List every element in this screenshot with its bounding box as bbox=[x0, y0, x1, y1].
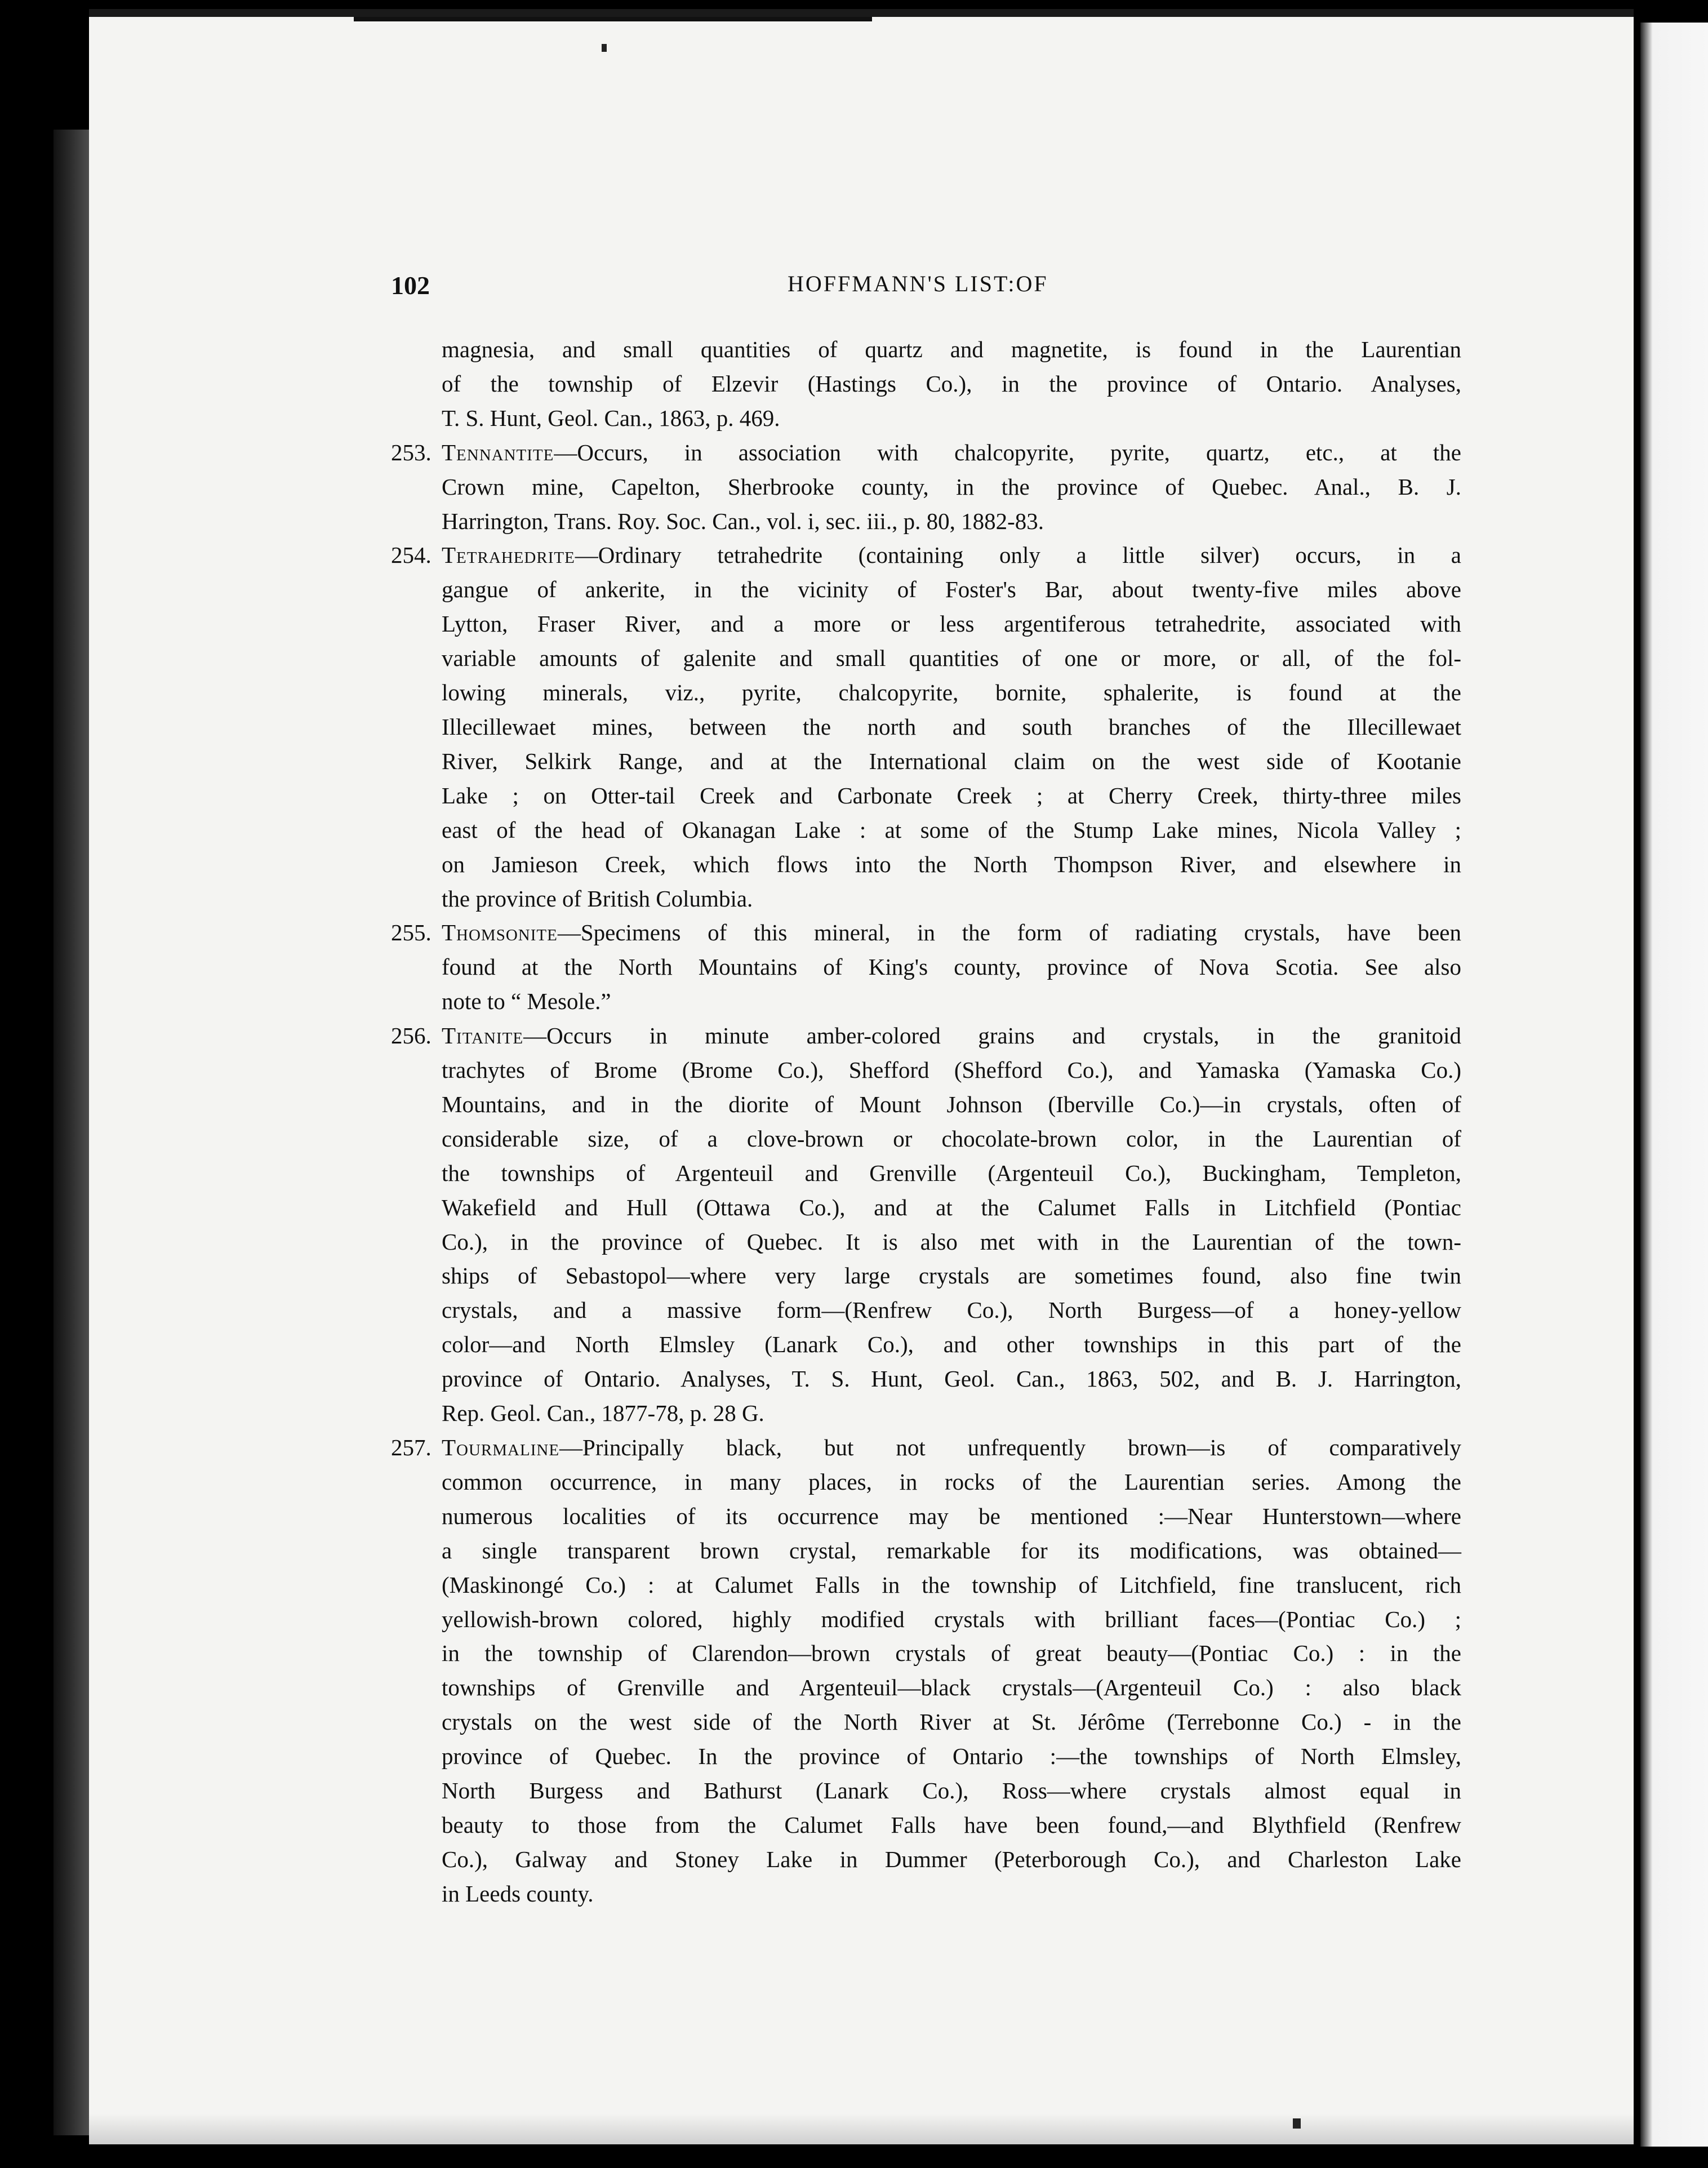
text-line: note to “ Mesole.” bbox=[442, 988, 611, 1015]
mineral-name: Titanite bbox=[442, 1023, 524, 1049]
entry-256 bbox=[391, 1019, 1461, 1430]
entry-continuation bbox=[391, 332, 1461, 436]
page-top-rule bbox=[354, 17, 872, 21]
mineral-name: Tennantite bbox=[442, 439, 554, 465]
text-line: numerous localities of its occurrence may be mentioned :—Near Hunterstown—where bbox=[442, 1503, 1461, 1529]
text-line: Illecillewaet mines, between the north and south branches of the Illecillewaet bbox=[442, 713, 1461, 740]
book-gutter-shadow bbox=[54, 130, 93, 2135]
text-line: magnesia, and small quantities of quartz and magnetite, is found in the Laurentian bbox=[442, 336, 1461, 362]
text-line: T. S. Hunt, Geol. Can., 1863, p. 469. bbox=[442, 405, 780, 431]
text-line: in the township of Clarendon—brown crystals of great beauty—(Pontiac Co.) : in the bbox=[442, 1640, 1461, 1667]
text-line bbox=[391, 538, 1461, 572]
scan-speck bbox=[602, 44, 607, 52]
text-line: province of Ontario. Analyses, T. S. Hunt, Geol. Can., 1863, 502, and B. J. Harrington, bbox=[442, 1366, 1461, 1392]
text-line: of the township of Elzevir (Hastings Co.), in the province of Ontario. Analyses, bbox=[442, 370, 1461, 397]
page-header bbox=[391, 270, 1518, 310]
running-title: HOFFMANN'S LIST:OF bbox=[788, 271, 1048, 296]
text-line: Co.), in the province of Quebec. It is also met with in the Laurentian of the town- bbox=[442, 1228, 1461, 1255]
text-line: gangue of ankerite, in the vicinity of Foster's Bar, about twenty-five miles above bbox=[442, 576, 1461, 603]
text-line: variable amounts of galenite and small quantities of one or more, or all, of the fol- bbox=[442, 645, 1461, 672]
page-bottom-shade bbox=[89, 2113, 1634, 2144]
text-line: Mountains, and in the diorite of Mount Johnson (Iberville Co.)—in crystals, often of bbox=[442, 1091, 1461, 1117]
text-line: province of Quebec. In the province of Ontario :—the townships of North Elmsley, bbox=[442, 1743, 1461, 1770]
entry-254 bbox=[391, 538, 1461, 916]
entry-number: 257. bbox=[391, 1434, 432, 1460]
entry-253 bbox=[391, 436, 1461, 539]
text-line bbox=[391, 1430, 1461, 1465]
text-line: on Jamieson Creek, which flows into the North Thompson River, and elsewhere in bbox=[442, 851, 1461, 877]
mineral-name: Tetrahedrite bbox=[442, 542, 575, 568]
text-line: crystals on the west side of the North River at St. Jérôme (Terrebonne Co.) - in the bbox=[442, 1709, 1461, 1735]
text-line: Harrington, Trans. Roy. Soc. Can., vol. i, sec. iii., p. 80, 1882-83. bbox=[442, 508, 1044, 534]
text-line: common occurrence, in many places, in rocks of the Laurentian series. Among the bbox=[442, 1468, 1461, 1495]
entry-number: 253. bbox=[391, 439, 432, 465]
text-line: Lake ; on Otter-tail Creek and Carbonate Creek ; at Cherry Creek, thirty-three miles bbox=[442, 782, 1461, 808]
page-body bbox=[391, 332, 1461, 1911]
text-line bbox=[391, 436, 1461, 470]
entry-number: 255. bbox=[391, 919, 432, 946]
text-line: crystals, and a massive form—(Renfrew Co.), North Burgess—of a honey-yellow bbox=[442, 1297, 1461, 1323]
text-line bbox=[391, 916, 1461, 950]
text-line bbox=[391, 1019, 1461, 1053]
text-line: the province of British Columbia. bbox=[442, 885, 753, 912]
text-line: River, Selkirk Range, and at the International claim on the west side of Kootanie bbox=[442, 748, 1461, 774]
text-line: Lytton, Fraser River, and a more or less argentiferous tetrahedrite, associated with bbox=[442, 611, 1461, 637]
text-line: ships of Sebastopol—where very large crystals are sometimes found, also fine twin bbox=[442, 1263, 1461, 1289]
entry-number: 254. bbox=[391, 542, 432, 568]
text-run: —Occurs in minute amber-colored grains and crystals, in the granitoid bbox=[523, 1023, 1461, 1049]
text-line: the townships of Argenteuil and Grenville (Argenteuil Co.), Buckingham, Templeton, bbox=[442, 1159, 1461, 1186]
text-line: Co.), Galway and Stoney Lake in Dummer (Peterborough Co.), and Charleston Lake bbox=[442, 1846, 1461, 1872]
text-line: found at the North Mountains of King's county, province of Nova Scotia. See also bbox=[442, 954, 1461, 980]
text-line: trachytes of Brome (Brome Co.), Shefford (Shefford Co.), and Yamaska (Yamaska Co.) bbox=[442, 1057, 1461, 1083]
facing-page-edge bbox=[1640, 23, 1708, 2147]
text-line: east of the head of Okanagan Lake : at some of the Stump Lake mines, Nicola Valley ; bbox=[442, 816, 1461, 843]
text-run: —Ordinary tetrahedrite (containing only a little silver) occurs, in a bbox=[575, 542, 1461, 568]
text-line: Rep. Geol. Can., 1877-78, p. 28 G. bbox=[442, 1400, 764, 1427]
text-line: color—and North Elmsley (Lanark Co.), and other townships in this part of the bbox=[442, 1331, 1461, 1358]
mineral-name: Tourmaline bbox=[442, 1434, 560, 1460]
text-line: townships of Grenville and Argenteuil—black crystals—(Argenteuil Co.) : also black bbox=[442, 1674, 1461, 1701]
entry-255 bbox=[391, 916, 1461, 1019]
text-line: in Leeds county. bbox=[442, 1880, 594, 1907]
text-run: —Principally black, but not unfrequently brown—is of comparatively bbox=[559, 1434, 1461, 1460]
entry-number: 256. bbox=[391, 1023, 432, 1049]
mineral-name: Thomsonite bbox=[442, 919, 558, 946]
text-line: a single transparent brown crystal, remarkable for its modifications, was obtained— bbox=[442, 1537, 1461, 1563]
text-line: (Maskinongé Co.) : at Calumet Falls in the township of Litchfield, fine translucent, rich bbox=[442, 1571, 1461, 1598]
entry-257 bbox=[391, 1430, 1461, 1911]
text-line: North Burgess and Bathurst (Lanark Co.), Ross—where crystals almost equal in bbox=[442, 1778, 1461, 1804]
text-line: considerable size, of a clove-brown or chocolate-brown color, in the Laurentian of bbox=[442, 1125, 1461, 1152]
text-line: Wakefield and Hull (Ottawa Co.), and at the Calumet Falls in Litchfield (Pontiac bbox=[442, 1194, 1461, 1220]
text-line: yellowish-brown colored, highly modified crystals with brilliant faces—(Pontiac Co.) ; bbox=[442, 1606, 1461, 1632]
scan-speck bbox=[1293, 2118, 1301, 2129]
text-run: —Specimens of this mineral, in the form of radiating crystals, have been bbox=[557, 919, 1461, 946]
text-run: —Occurs, in association with chalcopyrite, pyrite, quartz, etc., at the bbox=[554, 439, 1461, 465]
text-line: beauty to those from the Calumet Falls have been found,—and Blythfield (Renfrew bbox=[442, 1811, 1461, 1838]
text-line: lowing minerals, viz., pyrite, chalcopyrite, bornite, sphalerite, is found at the bbox=[442, 679, 1461, 706]
page-number: 102 bbox=[391, 271, 430, 300]
text-line: Crown mine, Capelton, Sherbrooke county, in the province of Quebec. Anal., B. J. bbox=[442, 473, 1461, 500]
